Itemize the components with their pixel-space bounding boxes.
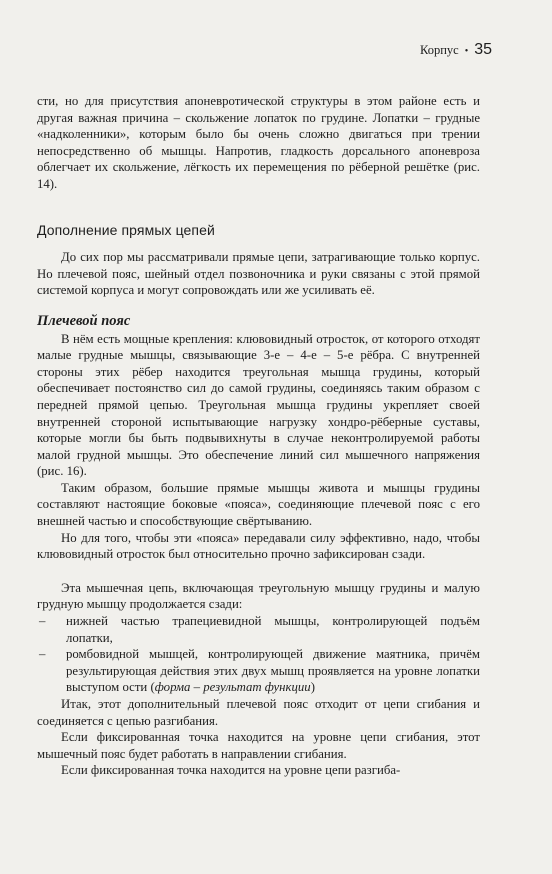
paragraph: Таким образом, большие прямые мышцы живота и мышцы грудины составляют настоящие боковые «пояса», соединяющие плечевой пояс с его внешней частью и способствующие свёртыванию. [37,480,480,529]
paragraph: Итак, этот дополнительный плечевой пояс отходит от цепи сгибания и соединяется с цепью разгибания. [37,697,480,728]
list-dash: – [39,614,46,629]
paragraph: Эта мышечная цепь, включающая треугольную мышцу грудины и малую грудную мышцу продолжается сзади: [37,580,480,612]
paragraph: сти, но для присутствия апоневротической структуры в этом районе есть и другая важная причина – скольжение лопаток по грудине. Лопатки – грудные «надколенники», которым было бы очень сложно двигаться при трении непосредственно об мышцы. Напротив, гладкость дорсального апоневроза облегчает их скольжение, лёгкость их перемещения по рёберной решётке (рис. 14). [37,94,480,191]
list-dash: – [39,647,46,662]
page-number: 35 [474,41,492,58]
page-body [37,93,480,779]
paragraph: Но для того, чтобы эти «пояса» передавали силу эффективно, надо, чтобы клювовидный отросток был относительно прочно зафиксирован сзади. [37,530,480,562]
running-header [420,41,492,59]
list-item: – нижней частью трапециевидной мышцы, контролирующей подъём лопатки, [39,614,480,645]
section-heading: Дополнение прямых цепей [37,221,215,238]
italic-phrase: форма – результат функции [154,680,311,695]
section-title: Корпус [419,43,459,57]
subsection-heading: Плечевой пояс [37,312,131,329]
paragraph: Если фиксированная точка находится на уровне цепи разгиба- [61,763,401,778]
list-item: – ромбовидной мышцей, контролирующей движение маятника, причём результирующая действия этих двух мышц проявляется на уровне лопатки выступом ости (форма – результат функции) [39,647,480,695]
paragraph: В нём есть мощные крепления: клювовидный отросток, от которого отходят малые грудные мышцы, связывающие 3-е – 4-е – 5-е рёбра. С внутренней стороны этих рёбер находится треугольная мышца грудины, который обеспечивает постоянство сил до самой грудины, соединяясь таким образом с передней прямой цепью. Треугольная мышца грудины укрепляет своей внутренней стороной испытывающие нагрузку хондро-рёберные суставы, которые могли бы быть подвывихнуты в случае неконтролируемой работы малой грудной мышцы. Это обеспечение линий сил мышечного напряжения (рис. 16). [37,331,480,479]
paragraph: До сих пор мы рассматривали прямые цепи, затрагивающие только корпус. Но плечевой пояс, шейный отдел позвоночника и руки связаны с этой прямой системой корпуса и могут сопровождать или же усиливать её. [37,250,480,298]
bullet-list [37,613,480,696]
paragraph: Если фиксированная точка находится на уровне цепи сгибания, этот мышечный пояс будет работать в направлении сгибания. [37,730,480,761]
header-separator: • [464,46,469,57]
